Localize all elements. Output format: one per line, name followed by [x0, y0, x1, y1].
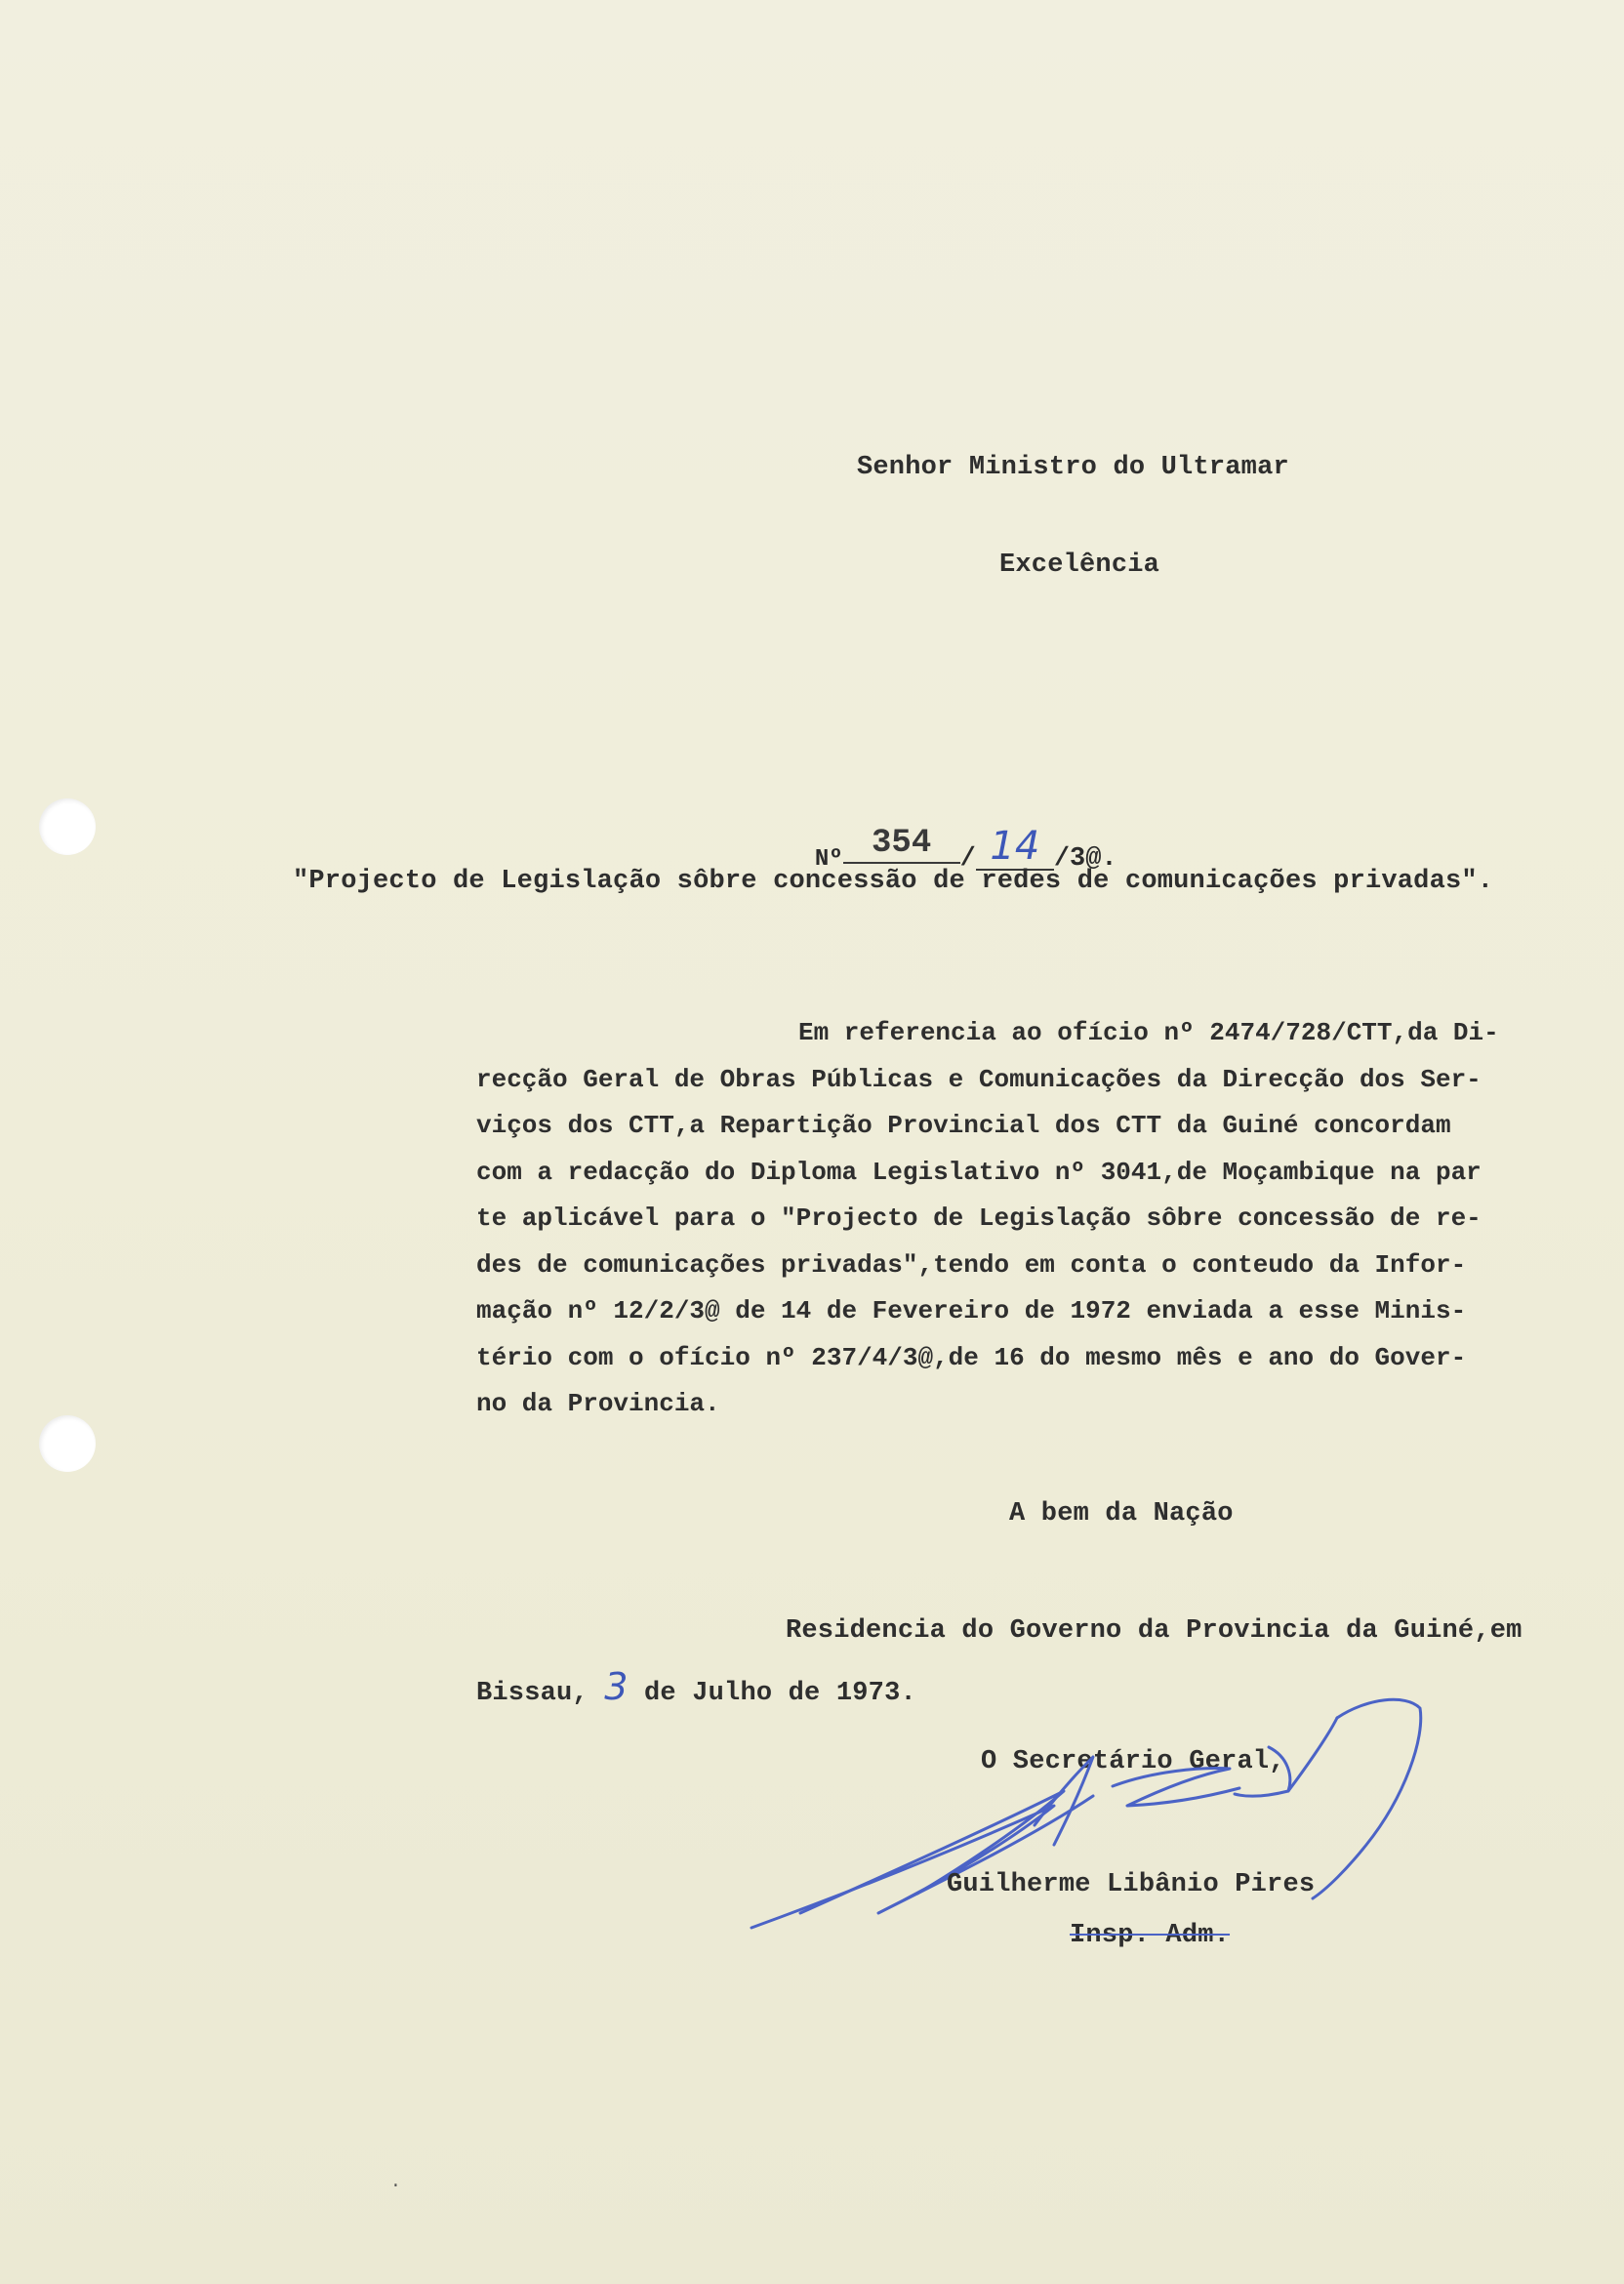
body-line: com a redacção do Diploma Legislativo nº 3041,de Moçambique na par	[476, 1157, 1482, 1187]
body-line: viços dos CTT,a Repartição Provincial dos CTT da Guiné concordam	[476, 1111, 1451, 1140]
signer-name: Guilherme Libânio Pires	[947, 1870, 1316, 1899]
body-line: recção Geral de Obras Públicas e Comunicações da Direcção dos Ser-	[476, 1064, 1482, 1094]
place-city: Bissau,	[476, 1679, 605, 1708]
handwritten-day: 3	[604, 1665, 629, 1708]
excellency: Excelência	[999, 551, 1160, 580]
paper-speck: ·	[390, 2177, 401, 2196]
reference-handwritten-code: 14	[976, 824, 1054, 871]
reference-suffix: /3@.	[1053, 844, 1117, 874]
signer-title: Insp. Adm.	[1070, 1921, 1231, 1950]
body-line: no da Provincia.	[476, 1389, 720, 1418]
body-line: te aplicável para o "Projecto de Legislação sôbre concessão de re-	[476, 1203, 1482, 1233]
body-line: Em referencia ao ofício nº 2474/728/CTT,da Di-	[798, 1018, 1499, 1047]
body-line: des de comunicações privadas",tendo em conta o conteudo da Infor-	[476, 1249, 1467, 1280]
closing-phrase: A bem da Nação	[1009, 1499, 1234, 1529]
residence-line: Residencia do Governo da Provincia da Guiné,em	[786, 1616, 1522, 1646]
secretary-title: O Secretário Geral,	[981, 1747, 1285, 1776]
body-line: mação nº 12/2/3@ de 14 de Fevereiro de 1972 enviada a esse Minis-	[476, 1296, 1467, 1326]
salutation: Senhor Ministro do Ultramar	[857, 453, 1289, 482]
body-line: tério com o ofício nº 237/4/3@,de 16 do mesmo mês e ano do Gover-	[476, 1342, 1467, 1372]
body-paragraph	[476, 1010, 1550, 1428]
punch-hole	[39, 798, 96, 855]
reference-separator: /	[959, 844, 976, 874]
subject-line: "Projecto de Legislação sôbre concessão de redes de comunicações privadas".	[293, 867, 1494, 896]
handwritten-signature	[742, 1679, 1444, 1952]
reference-stamped-number: 354	[843, 825, 960, 864]
punch-hole	[39, 1415, 96, 1472]
date-rest: de Julho de 1973.	[628, 1679, 916, 1708]
reference-prefix: Nº	[814, 846, 843, 873]
